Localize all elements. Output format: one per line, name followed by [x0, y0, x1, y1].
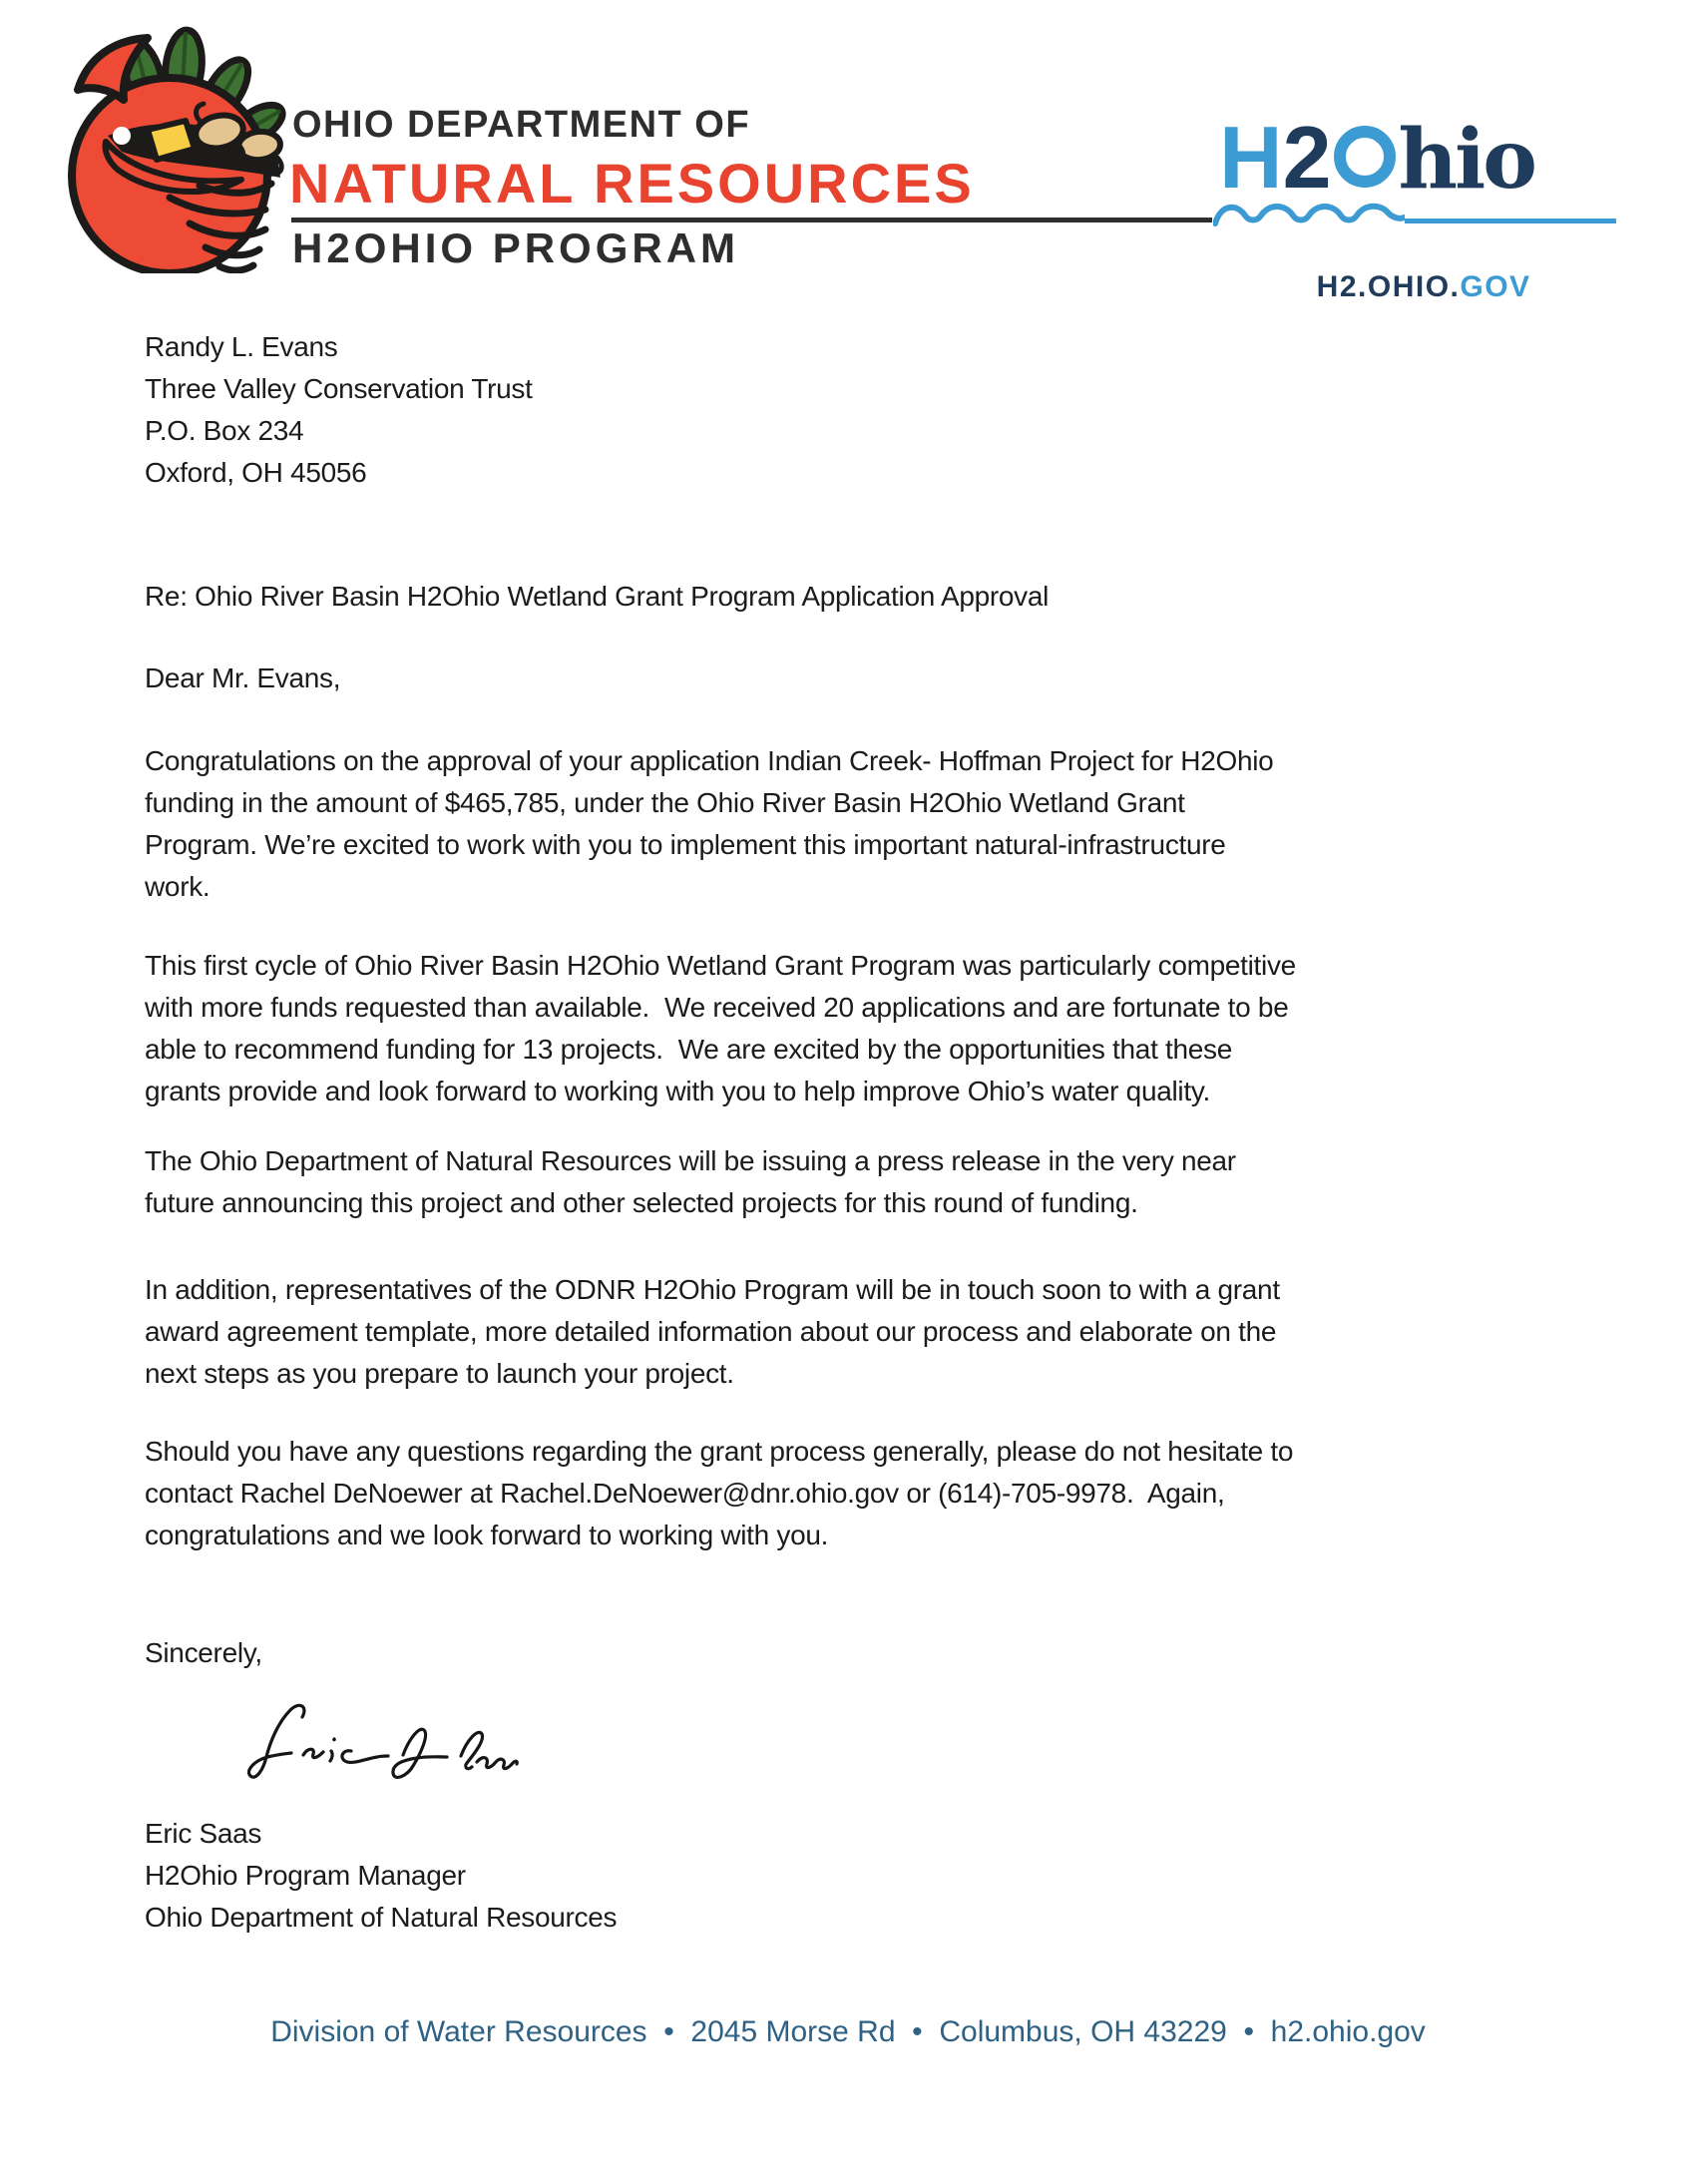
signer-name: Eric Saas [145, 1818, 262, 1849]
paragraph-line: award agreement template, more detailed information about our process and elaborate on the [145, 1316, 1277, 1347]
paragraph-line: This first cycle of Ohio River Basin H2Ohio Wetland Grant Program was particularly competitive [145, 950, 1296, 981]
paragraph-line: able to recommend funding for 13 projects. We are excited by the opportunities that these [145, 1034, 1233, 1065]
signature-block [145, 1813, 617, 1939]
h2ohio-url-dark: H2.OHIO. [1316, 270, 1461, 303]
footer-address: Division of Water Resources • 2045 Morse Rd • Columbus, OH 43229 • h2.ohio.gov [270, 2015, 1426, 2048]
paragraph-line: The Ohio Department of Natural Resources will be issuing a press release in the very near [145, 1145, 1236, 1176]
salutation-text: Dear Mr. Evans, [145, 662, 341, 693]
paragraph-line: next steps as you prepare to launch your project. [145, 1358, 734, 1389]
paragraph-line: funding in the amount of $465,785, under the Ohio River Basin H2Ohio Wetland Grant [145, 787, 1185, 818]
paragraph-line: In addition, representatives of the ODNR H2Ohio Program will be in touch soon to with a grant [145, 1274, 1280, 1305]
subject-text: Re: Ohio River Basin H2Ohio Wetland Grant Program Application Approval [145, 581, 1050, 612]
body-paragraph-5 [145, 1431, 1293, 1556]
signer-title: H2Ohio Program Manager [145, 1860, 466, 1891]
paragraph-line: work. [145, 871, 211, 902]
recipient-address [145, 326, 533, 494]
odnr-logo-line2: NATURAL RESOURCES [289, 152, 975, 215]
paragraph-line: contact Rachel DeNoewer at Rachel.DeNoewer@dnr.ohio.gov or (614)-705-9978. Again, [145, 1478, 1225, 1509]
salutation [145, 657, 340, 699]
body-paragraph-3 [145, 1140, 1236, 1224]
recipient-name: Randy L. Evans [145, 331, 338, 362]
h2ohio-logo-o-circle-icon [1334, 126, 1396, 188]
letterhead-rule-dark [291, 218, 1212, 222]
h2ohio-url [1297, 242, 1531, 302]
recipient-org: Three Valley Conservation Trust [145, 373, 533, 404]
subject-line [145, 576, 1049, 618]
paragraph-line: Program. We’re excited to work with you to implement this important natural-infrastructure [145, 829, 1226, 860]
h2ohio-logo [1219, 108, 1534, 208]
paragraph-line: congratulations and we look forward to working with you. [145, 1520, 829, 1550]
paragraph-line: Should you have any questions regarding the grant process generally, please do not hesitate to [145, 1436, 1294, 1467]
body-paragraph-1 [145, 740, 1273, 908]
letterhead-rule-blue [1405, 218, 1616, 223]
h2ohio-logo-h: H [1219, 108, 1283, 207]
recipient-city: Oxford, OH 45056 [145, 457, 367, 488]
h2ohio-logo-hio: hio [1398, 112, 1534, 208]
odnr-cardinal-logo-icon [52, 26, 291, 273]
water-waves-icon [1213, 196, 1405, 229]
signer-org: Ohio Department of Natural Resources [145, 1902, 618, 1933]
odnr-logo-line3: H2OHIO PROGRAM [292, 224, 740, 271]
paragraph-line: grants provide and look forward to working with you to help improve Ohio’s water quality. [145, 1076, 1210, 1106]
closing [145, 1632, 262, 1674]
body-paragraph-4 [145, 1269, 1280, 1395]
signature-eric-saas [241, 1696, 521, 1796]
closing-text: Sincerely, [145, 1637, 262, 1668]
paragraph-line: future announcing this project and other selected projects for this round of funding. [145, 1187, 1138, 1218]
h2ohio-url-light: GOV [1460, 270, 1531, 303]
paragraph-line: Congratulations on the approval of your application Indian Creek- Hoffman Project for H2Ohio [145, 745, 1274, 776]
recipient-pobox: P.O. Box 234 [145, 415, 304, 446]
paragraph-line: with more funds requested than available. We received 20 applications and are fortunate to be [145, 992, 1289, 1023]
odnr-logo-line1: OHIO DEPARTMENT OF [292, 104, 751, 146]
h2ohio-logo-2: 2 [1282, 108, 1332, 207]
body-paragraph-2 [145, 945, 1296, 1112]
